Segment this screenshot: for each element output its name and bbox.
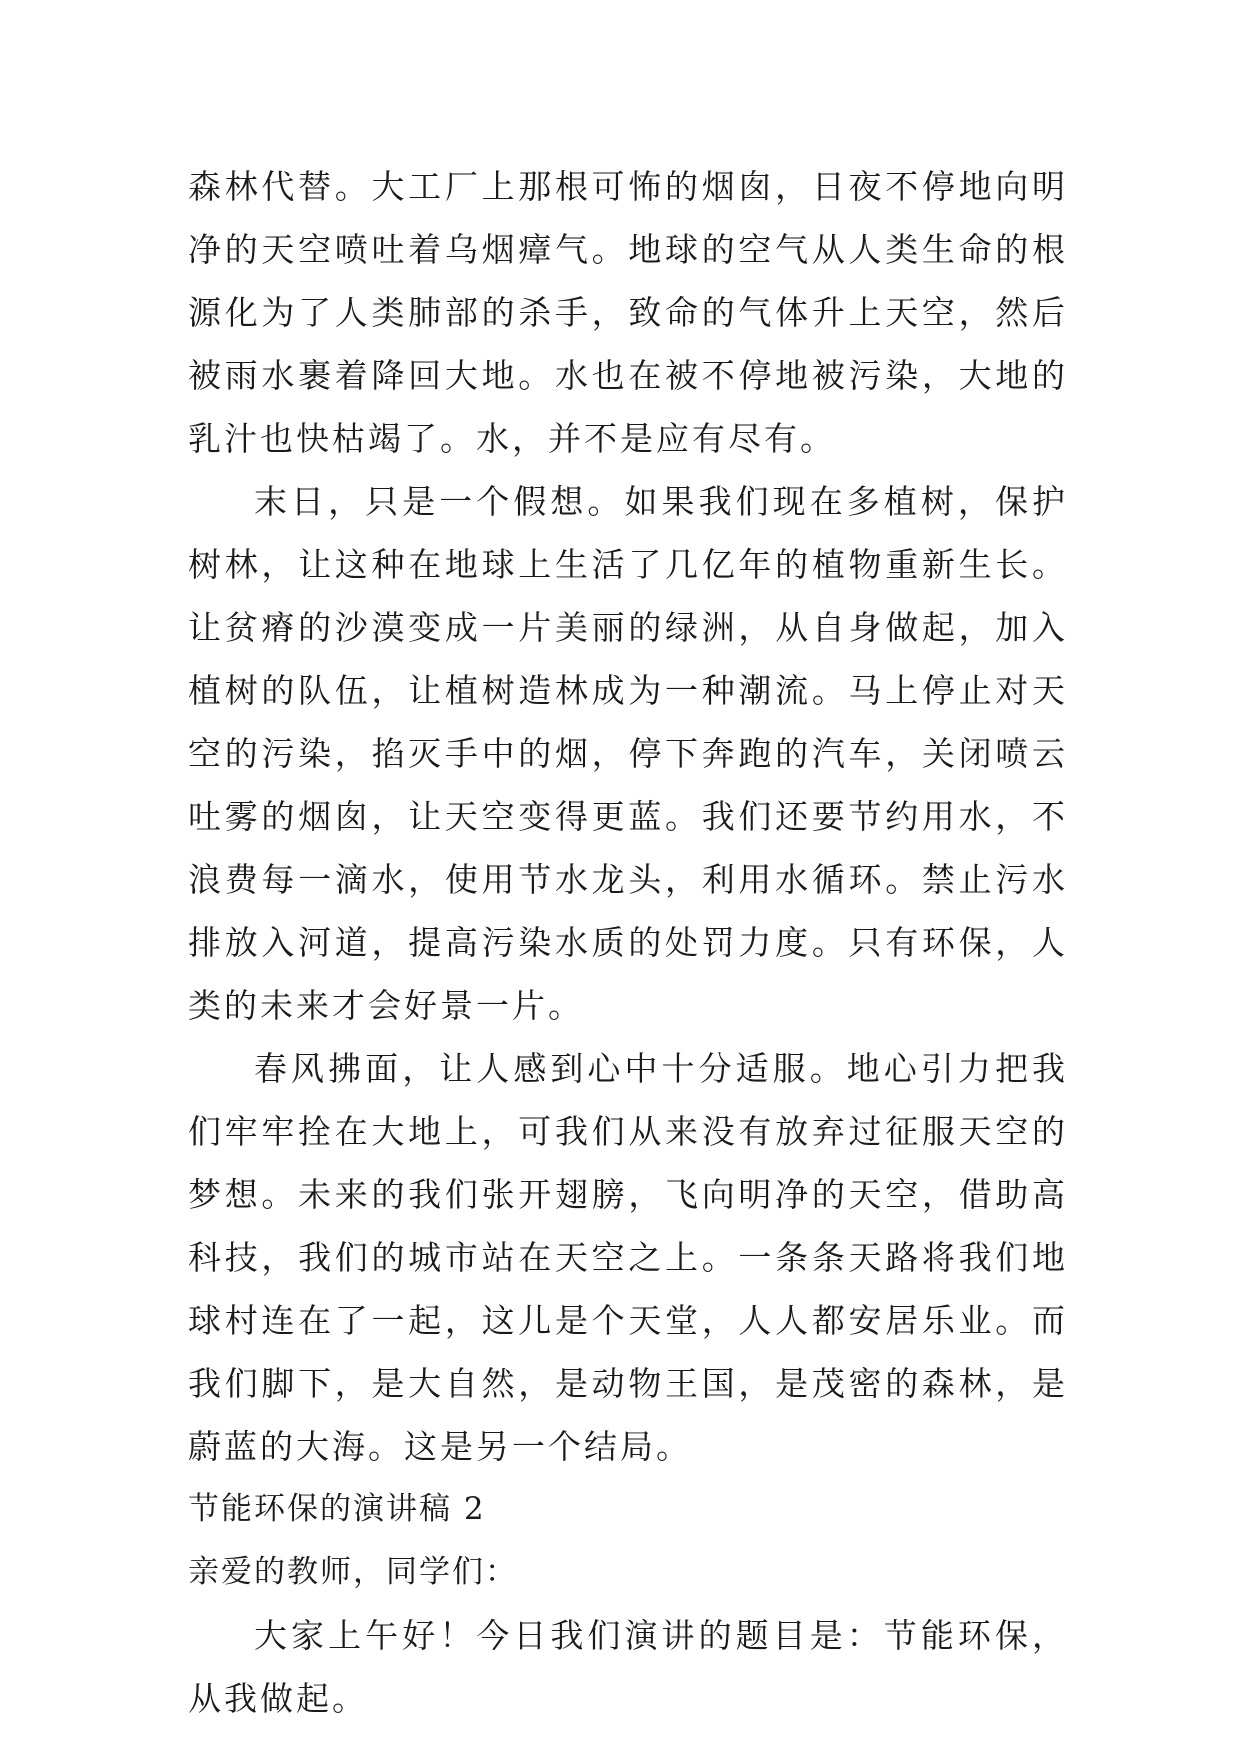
document-body	[188, 155, 1068, 1730]
speech-opening: 大家上午好！今日我们演讲的题目是：节能环保，从我做起。	[188, 1616, 1068, 1718]
paragraph-hypothesis: 末日，只是一个假想。如果我们现在多植树，保护树林，让这种在地球上生活了几亿年的植物重新生长。让贫瘠的沙漠变成一片美丽的绿洲，从自身做起，加入植树的队伍，让植树造林成为一种潮流。马上停止对天空的污染，掐灭手中的烟，停下奔跑的汽车，关闭喷云吐雾的烟囱，让天空变得更蓝。我们还要节约用水，不浪费每一滴水，使用节水龙头，利用水循环。禁止污水排放入河道，提高污染水质的处罚力度。只有环保，人类的未来才会好景一片。	[188, 482, 1068, 1025]
paragraph-future-vision: 春风拂面，让人感到心中十分适服。地心引力把我们牢牢拴在大地上，可我们从来没有放弃过征服天空的梦想。未来的我们张开翅膀，飞向明净的天空，借助高科技，我们的城市站在天空之上。一条条天路将我们地球村连在了一起，这儿是个天堂，人人都安居乐业。而我们脚下，是大自然，是动物王国，是茂密的森林，是蔚蓝的大海。这是另一个结局。	[188, 1049, 1068, 1466]
paragraph-continued: 森林代替。大工厂上那根可怖的烟囱，日夜不停地向明净的天空喷吐着乌烟瘴气。地球的空气从人类生命的根源化为了人类肺部的杀手，致命的气体升上天空，然后被雨水裹着降回大地。水也在被不停地被污染，大地的乳汁也快枯竭了。水，并不是应有尽有。	[188, 167, 1068, 458]
speech-salutation: 亲爱的教师，同学们：	[188, 1554, 518, 1590]
speech-heading: 节能环保的演讲稿 2	[188, 1491, 486, 1527]
